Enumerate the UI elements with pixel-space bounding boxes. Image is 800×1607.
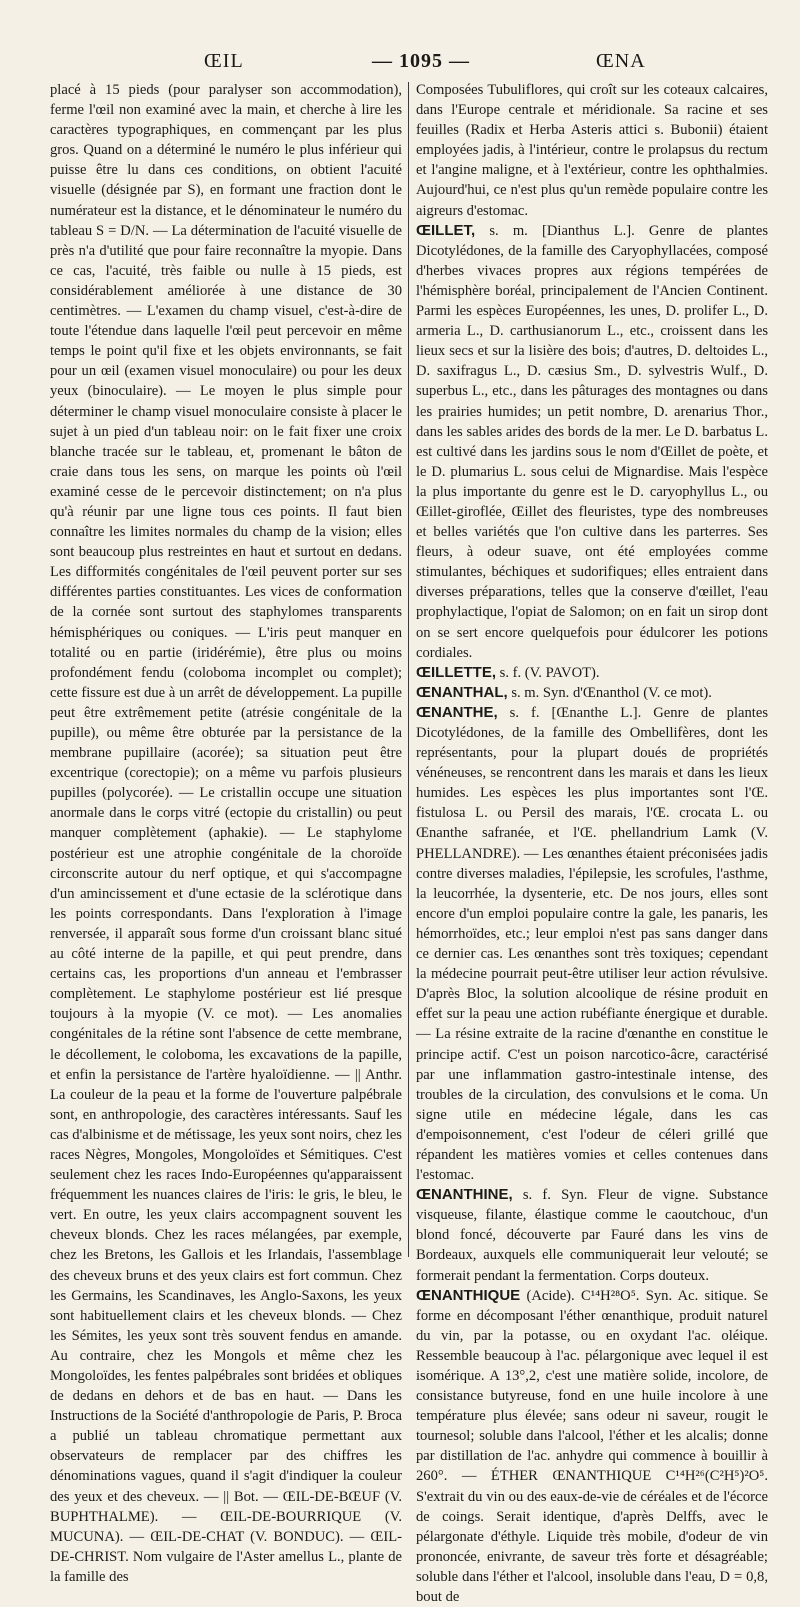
entry-text: Composées Tubuliflores, qui croît sur les coteaux calcaires, dans l'Europe centrale et méridionale. Sa racine et ses feuilles (Radix et Herba Asteris attici s. Bubonii) étaient employées jadis, à l'intérieur, contre le prolapsus du rectum et l'angine maligne, et à l'extérieur, contre les ophthalmies. Aujourd'hui, ce n'est plus qu'un remède populaire contre les aigreurs d'estomac. [416,82,768,219]
entry-text: s. f. (V. PAVOT). [499,664,600,681]
entry-headword: ŒILLETTE, [416,663,496,681]
entry-oeillette [416,663,768,683]
left-column-text: placé à 15 pieds (pour paralyser son accommodation), ferme l'œil non examiné avec la main, et cherche à lire les caractères typographiques, en commençant par les plus gros. Quand on a déterminé le numéro le plus inférieur qui puisse être lu dans ces conditions, on obtient l'acuité visuelle (désignée par S), en formant une fraction dont le numérateur est la distance, et le dénominateur le numéro du tableau S = D/N. — La détermination de l'acuité visuelle de près n'a d'utilité que pour faire reconnaître la myopie. Dans ce cas, l'acuité, très faible ou nulle à 15 pieds, est considérablement améliorée à une distance de 30 centimètres. — L'examen du champ visuel, c'est-à-dire de toute l'étendue dans laquelle l'œil peut percevoir en même temps le point qu'il fixe et les objets environnants, se fait pour un œil (examen visuel monoculaire) ou pour les deux yeux (binoculaire). — Le moyen le plus simple pour déterminer le champ visuel monoculaire consiste à placer le sujet à un pied d'un tableau noir: on le fait fixer une croix blanche tracée sur le tableau, et, promenant le bâton de craie dans tous les sens, on marque les points où l'œil examiné cesse de le percevoir distinctement; on n'a plus qu'à réunir par une ligne tous ces points. Il faut bien connaître les limites normales du champ de la vision; elles sont beaucoup plus restreintes en haut et surtout en dedans. Les difformités congénitales de l'œil peuvent porter sur ses différentes parties constituantes. Les vices de conformation de la cornée sont surtout des staphylomes transparents hémisphériques ou coniques. — L'iris peut manquer en totalité ou en partie (iridérémie), être plus ou moins profondément fendu (coloboma incomplet ou complet); cette fissure est due à un arrêt de développement. La pupille peut être extrêmement petite (atrésie congénitale de la pupille), ou même être obturée par la persistance de la membrane pupillaire (acorée); sa situation peut être excentrique (corectopie); on a même vu parfois plusieurs pupilles (polycorée). — Le cristallin occupe une situation anormale dans le corps vitré (ectopie du cristallin) ou peut manquer complètement (aphakie). — Le staphylome postérieur est une atrophie congénitale de la choroïde circonscrite autour du nerf optique, et qui s'accompagne d'un amincissement et d'une ectasie de la sclérotique dans les points correspondants. Dans l'exploration à l'image renversée, il apparaît sous forme d'un croissant blanc situé au côté interne de la papille, et qui peut prendre, dans certains cas, les proportions d'un anneau et l'embrasser complètement. Le staphylome postérieur est lié presque toujours à la myopie (V. ce mot). — Les anomalies congénitales de la rétine sont l'absence de cette membrane, le décollement, le coloboma, les excavations de la papille, et enfin la persistance de l'artère hyaloïdienne. — || Anthr. La couleur de la peau et la forme de l'ouverture palpébrale sont, en anthropologie, des caractères intéressants. Sauf les cas d'albinisme et de métissage, les yeux sont noirs, chez les races Nègres, Mongoles, Mongoloïdes et Sémitiques. C'est seulement chez les races Indo-Européennes qu'apparaissent fréquemment les nuances claires de l'iris: le gris, le bleu, le vert. En outre, les yeux clairs accompagnent souvent les cheveux blonds. Chez les races mélangées, par exemple, chez les Bretons, les Gallois et les Irlandais, l'assemblage des cheveux bruns et des yeux clairs est fort commun. Chez les Germains, les Scandinaves, les Anglo-Saxons, les yeux sont habituellement clairs et les cheveux blonds. — Chez les Sémites, les yeux sont très souvent fendus en amande. Au contraire, chez les Mongols et même chez les Mongoloïdes, les fentes palpébrales sont bridées et obliques de dedans en dehors et de bas en haut. — Dans les Instructions de la Société d'anthropologie de Paris, P. Broca a publié un tableau chromatique permettant aux observateurs de remplacer par des chiffres les dénominations vagues, quand il s'agit d'indiquer la couleur des yeux et des cheveux. — || Bot. — ŒIL-DE-BŒUF (V. BUPHTHALME). — ŒIL-DE-BOURRIQUE (V. MUCUNA). — ŒIL-DE-CHAT (V. BONDUC). — ŒIL-DE-CHRIST. Nom vulgaire de l'Aster amellus L., plante de la famille des [50,82,402,1585]
column-divider [408,82,409,1257]
header-left-guide-word: ŒIL [204,50,244,72]
entry-headword: ŒILLET, [416,221,476,239]
entry-oenanthal [416,683,768,703]
entry-text: s. m. [Dianthus L.]. Genre de plantes Dicotylédones, de la famille des Caryophyllacées, composé d'herbes vivaces propres aux régions tempérées de l'hémisphère boréal, principalement de l'Ancien Continent. Parmi les espèces Européennes, les unes, D. prolifer L., D. armeria L., D. carthusianorum L., etc., croissent dans les lieux secs et sur la lisière des bois; d'autres, D. deltoides L., D. saxifragus L., D. cæsius Sm., D. sylvestris Wulf., D. superbus L., etc., dans les pâturages des montagnes ou dans les prairies humides; un petit nombre, D. arenarius Thor., dans les sables arides des bords de la mer. Le D. barbatus L. est cultivé dans les jardins sous le nom d'Œillet de poète, et le D. plumarius L. sous celui de Mignardise. Mais l'espèce la plus importante du genre est le D. caryophyllus L., ou Œillet-giroflée, Œillet des fleuristes, type des nombreuses et belles variétés que l'on cultive dans les parterres. Ses fleurs, à odeur suave, ont été employées comme stimulantes, béchiques et sudorifiques; elles entraient dans diverses préparations, telles que la conserve d'œillet, l'eau prophylactique, l'opiat de Salomon; on en fait un sirop dont on se sert encore quelquefois pour édulcorer les potions cordiales. [416,222,769,661]
entry-text: s. f. [Œnanthe L.]. Genre de plantes Dicotylédones, de la famille des Ombellifères, dont les représentants, pour la plupart doués de propriétés vénéneuses, se rencontrent dans les marais et dans les lieux humides. Les espèces les plus importantes sont l'Œ. fistulosa L. ou Persil des marais, l'Œ. crocata L. ou Œnanthe safranée, et l'Œ. phellandrium Lamk (V. PHELLANDRE). — Les œnanthes étaient préconisées jadis contre diverses maladies, l'épilepsie, les scrofules, l'asthme, la leucorrhée, la dysenterie, etc. De nos jours, elles sont encore d'un emploi populaire contre la gale, les panaris, les hémorrhoïdes, etc.; leur emploi n'est pas sans danger dans ce dernier cas. Les œnanthes sont très toxiques; cependant la médecine pourrait peut-être utiliser leur action révulsive. D'après Bloc, la solution alcoolique de résine produit en effet sur la peau une action rubéfiante énergique et durable. — La résine extraite de la racine d'œnanthe en constitue le principe actif. C'est un poison narcotico-âcre, caractérisé par une inflammation gastro-intestinale intense, des troubles de la circulation, des convulsions et le coma. Un signe utile en médecine légale, dans les cas d'empoisonnement, c'est l'odeur de céleri grillé que répandent les matières vomies et celles contenues dans l'estomac. [416,704,769,1184]
entry-headword: ŒNANTHIQUE [416,1286,521,1304]
entry-text: s. f. Syn. Fleur de vigne. Substance visqueuse, filante, élastique comme le caoutchouc, d'un blond foncé, découverte par Fauré dans les vins de Bordeaux, auxquels elle communiquerait leur velouté; se formerait pendant la fermentation. Corps douteux. [416,1187,768,1284]
header-right-guide-word: ŒNA [596,50,646,72]
right-column [416,80,769,1606]
entry-continuation [416,80,768,221]
entry-headword: ŒNANTHAL, [416,683,508,701]
entry-headword: ŒNANTHINE, [416,1186,513,1204]
entry-oenanthique [416,1286,768,1607]
page-header [56,50,764,80]
entry-text: s. m. Syn. d'Œnanthol (V. ce mot). [511,684,712,701]
left-column [50,80,402,1585]
entry-oenanthe [416,703,768,1185]
entry-text: (Acide). C¹⁴H²⁸O⁵. Syn. Ac. sitique. Se forme en décomposant l'éther œnanthique, produit naturel du vin, par la potasse, ou en oxydant l'ac. oléique. Ressemble beaucoup à l'ac. pélargonique avec lequel il est isomérique. A 13°,2, c'est une matière solide, incolore, de consistance butyreuse, fond en une huile incolore à une température plus élevée; sans odeur ni saveur, rougit le tournesol; soluble dans l'alcool, l'éther et les alcalis; donne par distillation de l'ac. anhydre qui commence à bouillir à 260°. — ÉTHER ŒNANTHIQUE C¹⁴H²⁶(C²H⁵)²O⁵. S'extrait du vin ou des eaux-de-vie de céréales et de l'écorce de coings. Serait identique, d'après Delffs, avec le pélargonate d'éthyle. Liquide très mobile, d'odeur de vin prononcée, enivrante, de saveur très forte et désagréable; soluble dans l'éther et l'alcool, insoluble dans l'eau, D = 0,8, bout de [416,1287,768,1606]
entry-headword: ŒNANTHE, [416,703,498,721]
page-number: — 1095 — [372,50,470,72]
entry-oeillet [416,221,768,663]
entry-oenanthine [416,1185,768,1285]
